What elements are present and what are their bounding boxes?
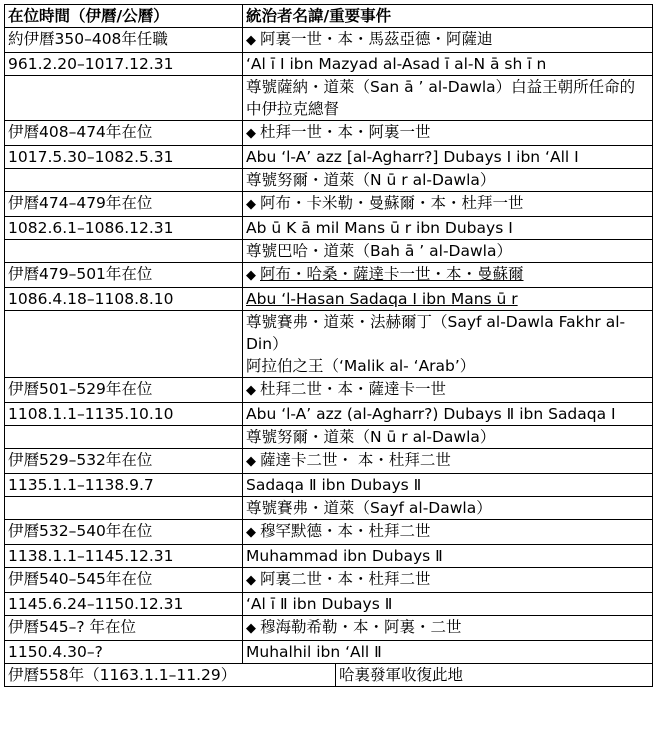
diamond-icon: ◆ — [246, 525, 256, 540]
ruler-translit-row — [5, 474, 653, 497]
empty-cell — [5, 240, 243, 263]
ruler-name-row — [5, 192, 653, 217]
reign-period: 伊曆540–545年在位 — [5, 568, 243, 593]
ruler-title-row — [5, 311, 653, 378]
ruler-name-text: 杜拜一世・本・阿裏一世 — [260, 123, 431, 141]
ruler-title-row — [5, 169, 653, 192]
empty-cell — [5, 311, 243, 378]
ruler-name — [243, 121, 653, 146]
header-ruler: 統治者名諱/重要事件 — [243, 5, 653, 28]
gregorian-dates: 1138.1.1–1145.12.31 — [5, 545, 243, 568]
honorific-title-text: 尊號努爾・道萊（N ū r al-Dawla） — [246, 171, 496, 189]
diamond-icon: ◆ — [246, 268, 256, 283]
reign-period: 伊曆474–479年在位 — [5, 192, 243, 217]
rulers-document — [4, 4, 652, 687]
ruler-name-row — [5, 121, 653, 146]
ruler-translit-row — [5, 288, 653, 311]
honorific-title-text: 尊號薩納・道萊（San ā ’ al-Dawla）白益王朝所任命的中伊拉克總督 — [246, 78, 636, 118]
honorific-title-text: 尊號賽弗・道萊・法赫爾丁（Sayf al-Dawla Fakhr al-Din） — [246, 313, 626, 353]
ruler-translit-row — [5, 146, 653, 169]
gregorian-dates: 961.2.20–1017.12.31 — [5, 53, 243, 76]
header-row — [5, 5, 653, 28]
transliteration-text: Muhalhil ibn ‘All Ⅱ — [246, 643, 382, 661]
gregorian-dates: 1086.4.18–1108.8.10 — [5, 288, 243, 311]
final-row-table — [4, 663, 653, 687]
gregorian-dates: 1145.6.24–1150.12.31 — [5, 593, 243, 616]
ruler-name — [243, 28, 653, 53]
diamond-icon: ◆ — [246, 33, 256, 48]
transliteration — [243, 403, 653, 426]
gregorian-dates: 1108.1.1–1135.10.10 — [5, 403, 243, 426]
transliteration — [243, 146, 653, 169]
ruler-name-row — [5, 568, 653, 593]
transliteration — [243, 53, 653, 76]
honorific-title — [243, 311, 653, 378]
ruler-name-text: 阿布・哈桑・薩達卡一世・本・曼蘇爾 — [260, 265, 524, 283]
reign-period: 伊曆529–532年在位 — [5, 449, 243, 474]
header-period: 在位時間（伊曆/公曆） — [5, 5, 243, 28]
ruler-name-row — [5, 616, 653, 641]
ruler-name-row — [5, 28, 653, 53]
transliteration-text: ‘Al ī Ⅱ ibn Dubays Ⅱ — [246, 595, 393, 613]
ruler-name — [243, 192, 653, 217]
reign-period: 伊曆408–474年在位 — [5, 121, 243, 146]
honorific-title-text: 尊號巴哈・道萊（Bah ā ’ al-Dawla） — [246, 242, 512, 260]
rulers-table — [4, 4, 653, 664]
honorific-title — [243, 76, 653, 121]
ruler-name-row — [5, 378, 653, 403]
empty-cell — [5, 76, 243, 121]
ruler-name-row — [5, 449, 653, 474]
gregorian-dates: 1135.1.1–1138.9.7 — [5, 474, 243, 497]
reign-period: 伊曆545–? 年在位 — [5, 616, 243, 641]
ruler-translit-row — [5, 593, 653, 616]
diamond-icon: ◆ — [246, 573, 256, 588]
reign-period: 伊曆532–540年在位 — [5, 520, 243, 545]
transliteration-text: Ab ū K ā mil Mans ū r ibn Dubays Ⅰ — [246, 219, 513, 237]
reign-period: 約伊曆350–408年任職 — [5, 28, 243, 53]
transliteration-text: ‘Al ī Ⅰ ibn Mazyad al-Asad ī al-N ā sh ī n — [246, 55, 547, 73]
transliteration — [243, 474, 653, 497]
ruler-name — [243, 520, 653, 545]
honorific-title — [243, 426, 653, 449]
ruler-name-text: 薩達卡二世・ 本・杜拜二世 — [260, 451, 451, 469]
transliteration-text: Abu ‘l-Hasan Sadaqa Ⅰ ibn Mans ū r — [246, 290, 518, 308]
final-row — [5, 664, 653, 687]
ruler-name-row — [5, 263, 653, 288]
ruler-name — [243, 568, 653, 593]
transliteration — [243, 545, 653, 568]
ruler-name — [243, 616, 653, 641]
reign-period: 伊曆501–529年在位 — [5, 378, 243, 403]
ruler-name-row — [5, 520, 653, 545]
transliteration — [243, 217, 653, 240]
ruler-name — [243, 263, 653, 288]
ruler-name-text: 阿裏二世・本・杜拜二世 — [260, 570, 431, 588]
ruler-translit-row — [5, 403, 653, 426]
ruler-name — [243, 449, 653, 474]
gregorian-dates: 1082.6.1–1086.12.31 — [5, 217, 243, 240]
ruler-name-text: 穆罕默德・本・杜拜二世 — [260, 522, 431, 540]
transliteration-text: Muhammad ibn Dubays Ⅱ — [246, 547, 443, 565]
diamond-icon: ◆ — [246, 621, 256, 636]
empty-cell — [5, 169, 243, 192]
honorific-title — [243, 169, 653, 192]
ruler-name-text: 阿裏一世・本・馬茲亞德・阿薩迪 — [260, 30, 493, 48]
diamond-icon: ◆ — [246, 383, 256, 398]
honorific-extra-text: 阿拉伯之王（‘Malik al- ‘Arab’） — [246, 357, 476, 375]
empty-cell — [5, 426, 243, 449]
gregorian-dates: 1017.5.30–1082.5.31 — [5, 146, 243, 169]
ruler-title-row — [5, 76, 653, 121]
ruler-translit-row — [5, 53, 653, 76]
ruler-name-text: 穆海勒希勒・本・阿裏・二世 — [260, 618, 462, 636]
final-event: 哈裏發軍收復此地 — [336, 664, 653, 687]
ruler-translit-row — [5, 641, 653, 664]
gregorian-dates: 1150.4.30–? — [5, 641, 243, 664]
ruler-translit-row — [5, 545, 653, 568]
transliteration — [243, 641, 653, 664]
honorific-title — [243, 240, 653, 263]
honorific-title-text: 尊號努爾・道萊（N ū r al-Dawla） — [246, 428, 496, 446]
honorific-title-text: 尊號賽弗・道萊（Sayf al-Dawla） — [246, 499, 492, 517]
transliteration-text: Abu ‘l-A’ azz (al-Agharr?) Dubays Ⅱ ibn Sadaqa Ⅰ — [246, 405, 616, 423]
diamond-icon: ◆ — [246, 197, 256, 212]
transliteration-text: Sadaqa Ⅱ ibn Dubays Ⅱ — [246, 476, 422, 494]
ruler-title-row — [5, 426, 653, 449]
reign-period: 伊曆479–501年在位 — [5, 263, 243, 288]
ruler-name — [243, 378, 653, 403]
transliteration — [243, 593, 653, 616]
honorific-title — [243, 497, 653, 520]
diamond-icon: ◆ — [246, 454, 256, 469]
ruler-title-row — [5, 240, 653, 263]
final-reign: 伊曆558年（1163.1.1–11.29） — [5, 664, 336, 687]
transliteration — [243, 288, 653, 311]
ruler-translit-row — [5, 217, 653, 240]
empty-cell — [5, 497, 243, 520]
ruler-title-row — [5, 497, 653, 520]
ruler-name-text: 阿布・卡米勒・曼蘇爾・本・杜拜一世 — [260, 194, 524, 212]
transliteration-text: Abu ‘l-A’ azz [al-Agharr?] Dubays Ⅰ ibn ‘All Ⅰ — [246, 148, 579, 166]
diamond-icon: ◆ — [246, 126, 256, 141]
ruler-name-text: 杜拜二世・本・薩達卡一世 — [260, 380, 447, 398]
